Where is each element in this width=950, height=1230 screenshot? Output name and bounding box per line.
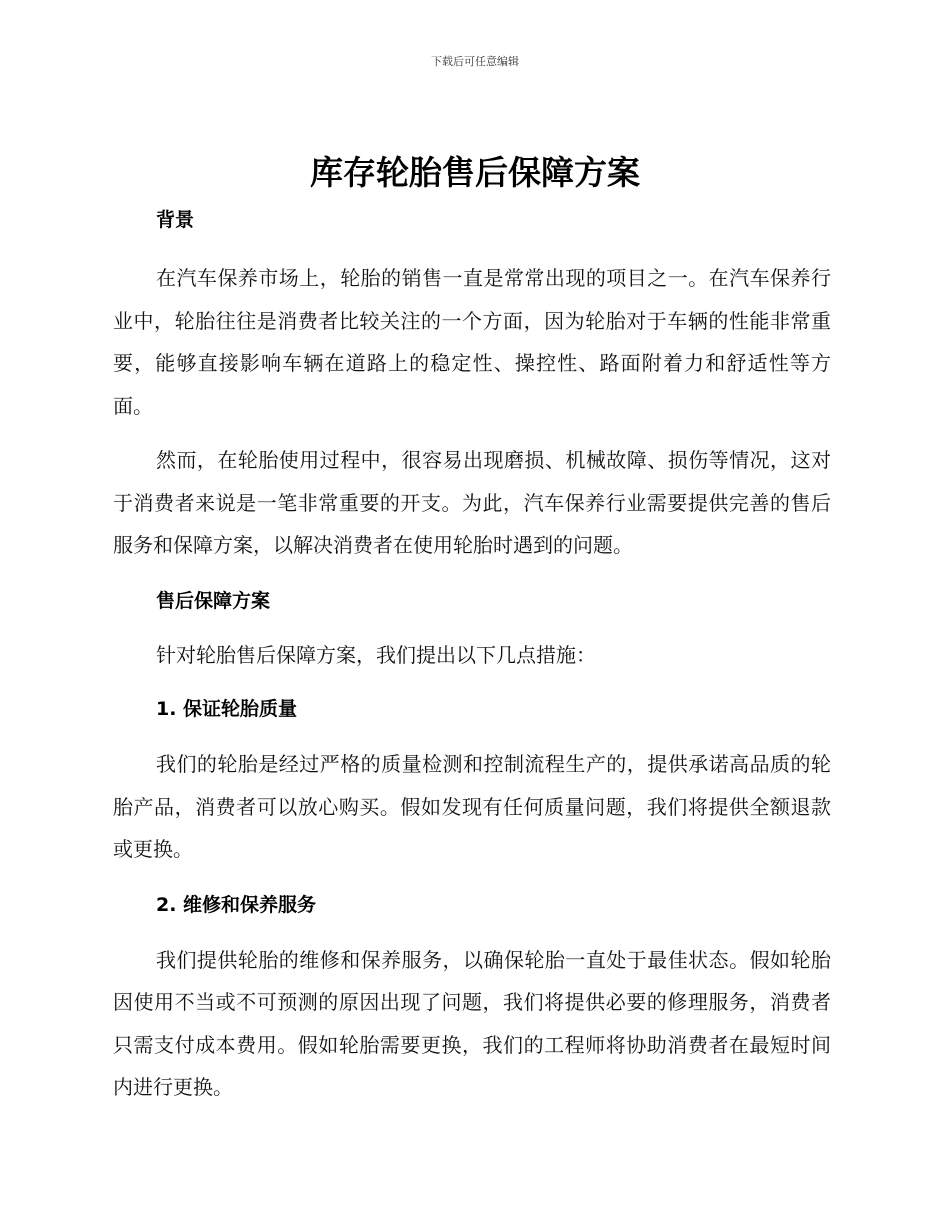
item-paragraph-maintenance: 我们提供轮胎的维修和保养服务，以确保轮胎一直处于最佳状态。假如轮胎因使用不当或不可预测的原因出现了问题，我们将提供必要的修理服务，消费者只需支付成本费用。假如轮胎需要更换，我们的工程师将协助消费者在最短时间内进行更换。 <box>113 947 831 1099</box>
plan-intro-paragraph: 针对轮胎售后保障方案，我们提出以下几点措施： <box>156 642 596 667</box>
item-paragraph-quality: 我们的轮胎是经过严格的质量检测和控制流程生产的，提供承诺高品质的轮胎产品，消费者可以放心购买。假如发现有任何质量问题，我们将提供全额退款或更换。 <box>113 752 831 861</box>
document-title: 库存轮胎售后保障方案 <box>310 153 640 192</box>
page-header-note: 下载后可任意编辑 <box>431 55 519 68</box>
item-heading-quality: 1. 保证轮胎质量 <box>156 698 298 720</box>
item-heading-maintenance: 2. 维修和保养服务 <box>156 893 317 916</box>
section-heading-plan: 售后保障方案 <box>156 589 271 612</box>
document-body <box>113 198 831 1109</box>
background-paragraph-2: 然而，在轮胎使用过程中，很容易出现磨损、机械故障、损伤等情况，这对于消费者来说是一笔非常重要的开支。为此，汽车保养行业需要提供完善的售后服务和保障方案，以解决消费者在使用轮胎时遇到的问题。 <box>113 448 831 557</box>
section-heading-background: 背景 <box>156 209 195 231</box>
background-paragraph-1: 在汽车保养市场上，轮胎的销售一直是常常出现的项目之一。在汽车保养行业中，轮胎往往是消费者比较关注的一个方面，因为轮胎对于车辆的性能非常重要，能够直接影响车辆在道路上的稳定性、操控性、路面附着力和舒适性等方面。 <box>113 266 831 418</box>
